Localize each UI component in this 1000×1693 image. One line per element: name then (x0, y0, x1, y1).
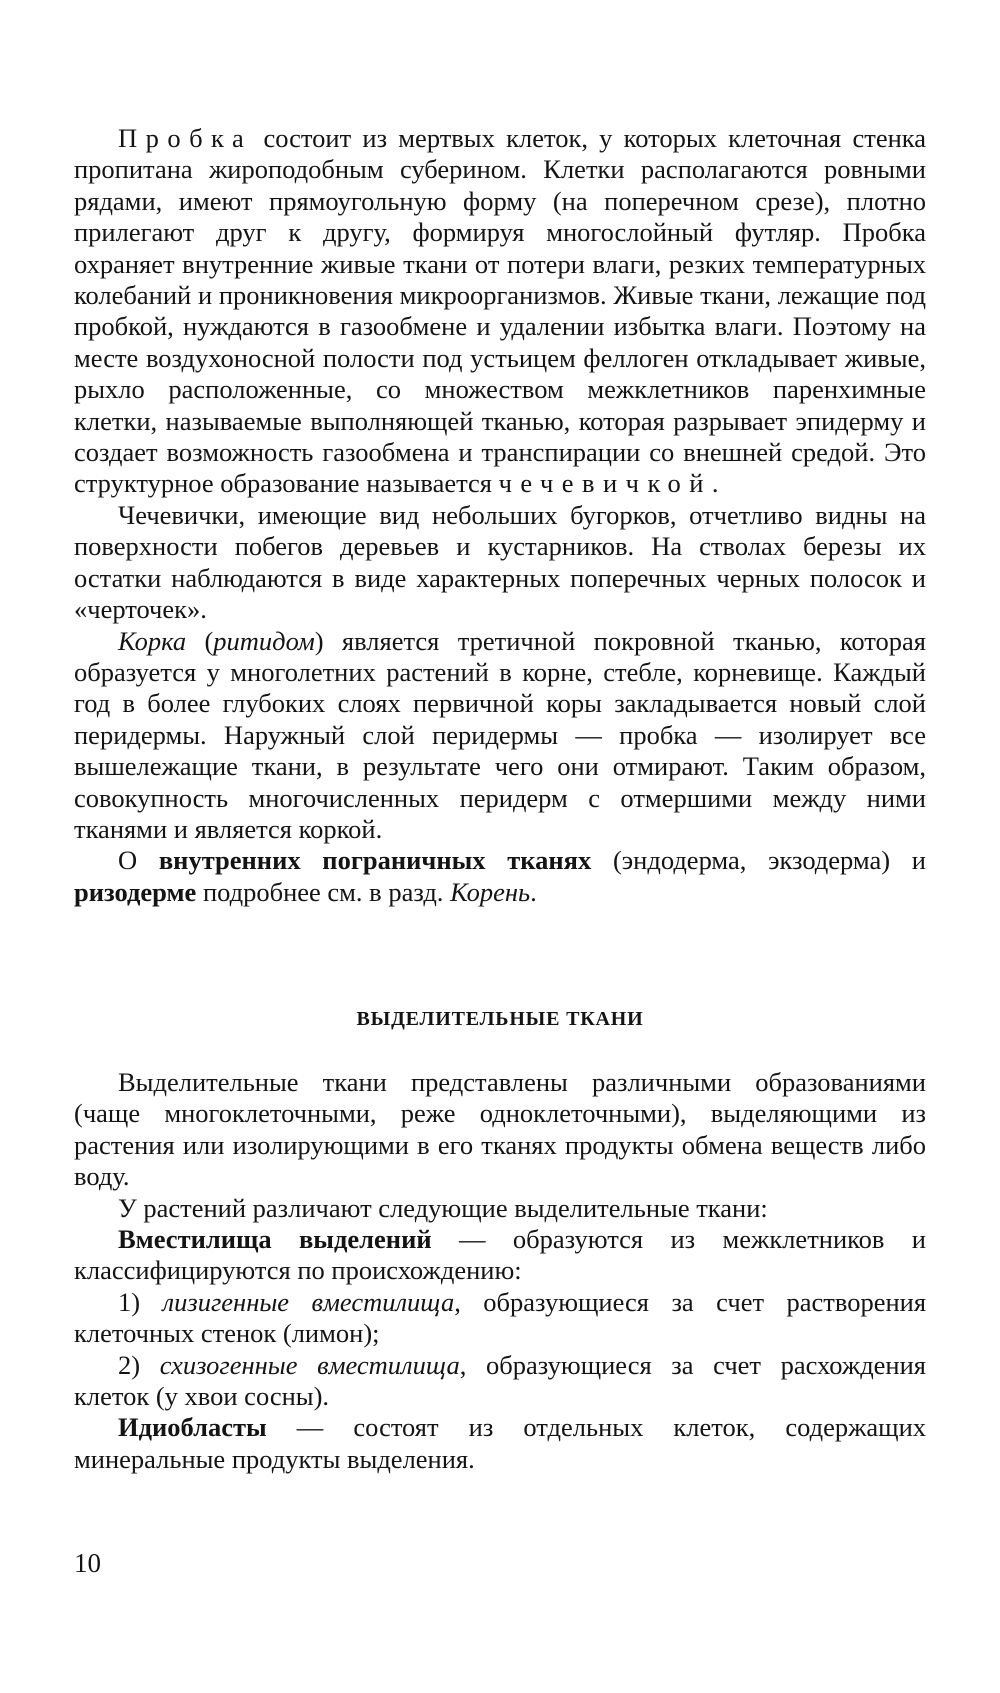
section-heading: ВЫДЕЛИТЕЛЬНЫЕ ТКАНИ (356, 1008, 644, 1030)
term-rhizoderm: ризодерме (74, 876, 197, 907)
paragraph-crust (74, 626, 926, 846)
paragraph-text: подробнее см. в разд. (196, 876, 451, 907)
term-lenticel: чечевичкой (498, 468, 712, 499)
paragraph-intro: Выделительные ткани представлены различными образованиями (чаще многоклеточными, реже одноклеточными), выделяющими из растения или изолирующими в его тканях продукты обмена веществ либо воду. (74, 1067, 926, 1192)
paragraph-text: ( (186, 625, 214, 656)
list-item-lysigenous (74, 1287, 926, 1350)
term-rhytidome: ритидом (213, 625, 315, 656)
term-crust: Корка (118, 625, 187, 656)
term-internal-boundary-tissues: внутренних пограничных тканях (158, 845, 592, 876)
paragraph-cork (74, 123, 926, 500)
term-cork: Пробка (118, 123, 253, 153)
punctuation: . (711, 468, 719, 499)
section-secretory-tissues (74, 1067, 926, 1475)
paragraph-list-intro: У растений различают следующие выделительные ткани: (118, 1192, 768, 1223)
term-idioblasts: Идиобласты (118, 1412, 267, 1443)
paragraph-internal-tissues (74, 845, 926, 908)
paragraph-text: ) является третичной покровной тканью, которая образуется у многолетних растений в корне, стебле, корневище. Каждый год в более глубоких слоях первичной коры закладывается новый слой перидермы. Наружный слой перидермы — пробка — изолирует все вышележащие ткани, в результате чего они отмирают. Таким образом, совокупность многочисленных перидерм с отмершими между ними тканями и является коркой. (74, 625, 926, 844)
paragraph-text: О (118, 845, 159, 876)
term-secretory-reservoirs: Вместилища выделений (118, 1224, 432, 1255)
paragraph-text: , образующиеся за счет растворения клеточных стенок (лимон); (74, 1286, 927, 1349)
section-cover-tissues (74, 123, 926, 908)
paragraph-text: — образуются из межклетников и классифицируются по происхождению: (74, 1224, 926, 1286)
reference-root: Корень (450, 876, 531, 907)
punctuation: . (530, 876, 537, 907)
paragraph-idioblasts (74, 1412, 926, 1475)
paragraph-text: — состоят из отдельных клеток, содержащих минеральные продукты выделения. (74, 1412, 926, 1474)
list-item-schizogenous (74, 1350, 926, 1413)
list-number: 2) (118, 1349, 160, 1380)
paragraph-text: , образующиеся за счет расхождения клеток (у хвои сосны). (74, 1349, 926, 1412)
paragraph-secretory-reservoirs (74, 1224, 926, 1287)
term-lysigenous: лизигенные вместилища (162, 1286, 455, 1317)
paragraph-text: состоит из мертвых клеток, у которых клеточная стенка пропитана жироподобным суберином. Клетки располагаются ровными рядами, имеют прямоугольную форму (на поперечном срезе), плотно прилегают друг к другу, формируя многослойный футляр. Пробка охраняет внутренние живые ткани от потери влаги, резких температурных колебаний и проникновения микроорганизмов. Живые ткани, лежащие под пробкой, нуждаются в газообмене и удалении избытка влаги. Поэтому на месте воздухоносной полости под устьицем феллоген откладывает живые, рыхло расположенные, со множеством межклетников паренхимные клетки, называемые выполняющей тканью, которая разрывает эпидерму и создает возможность газообмена и транспирации со внешней средой. Это структурное образование называется (74, 123, 926, 499)
list-number: 1) (118, 1286, 163, 1317)
paragraph-lenticels: Чечевички, имеющие вид небольших бугорков, отчетливо видны на поверхности побегов деревьев и кустарников. На стволах березы их остатки наблюдаются в виде характерных поперечных черных полосок и «черточек». (74, 499, 926, 625)
paragraph-text: (эндодерма, экзодерма) и (591, 845, 926, 876)
term-schizogenous: схизогенные вместилища (159, 1349, 460, 1380)
page-number: 10 (74, 1548, 101, 1578)
